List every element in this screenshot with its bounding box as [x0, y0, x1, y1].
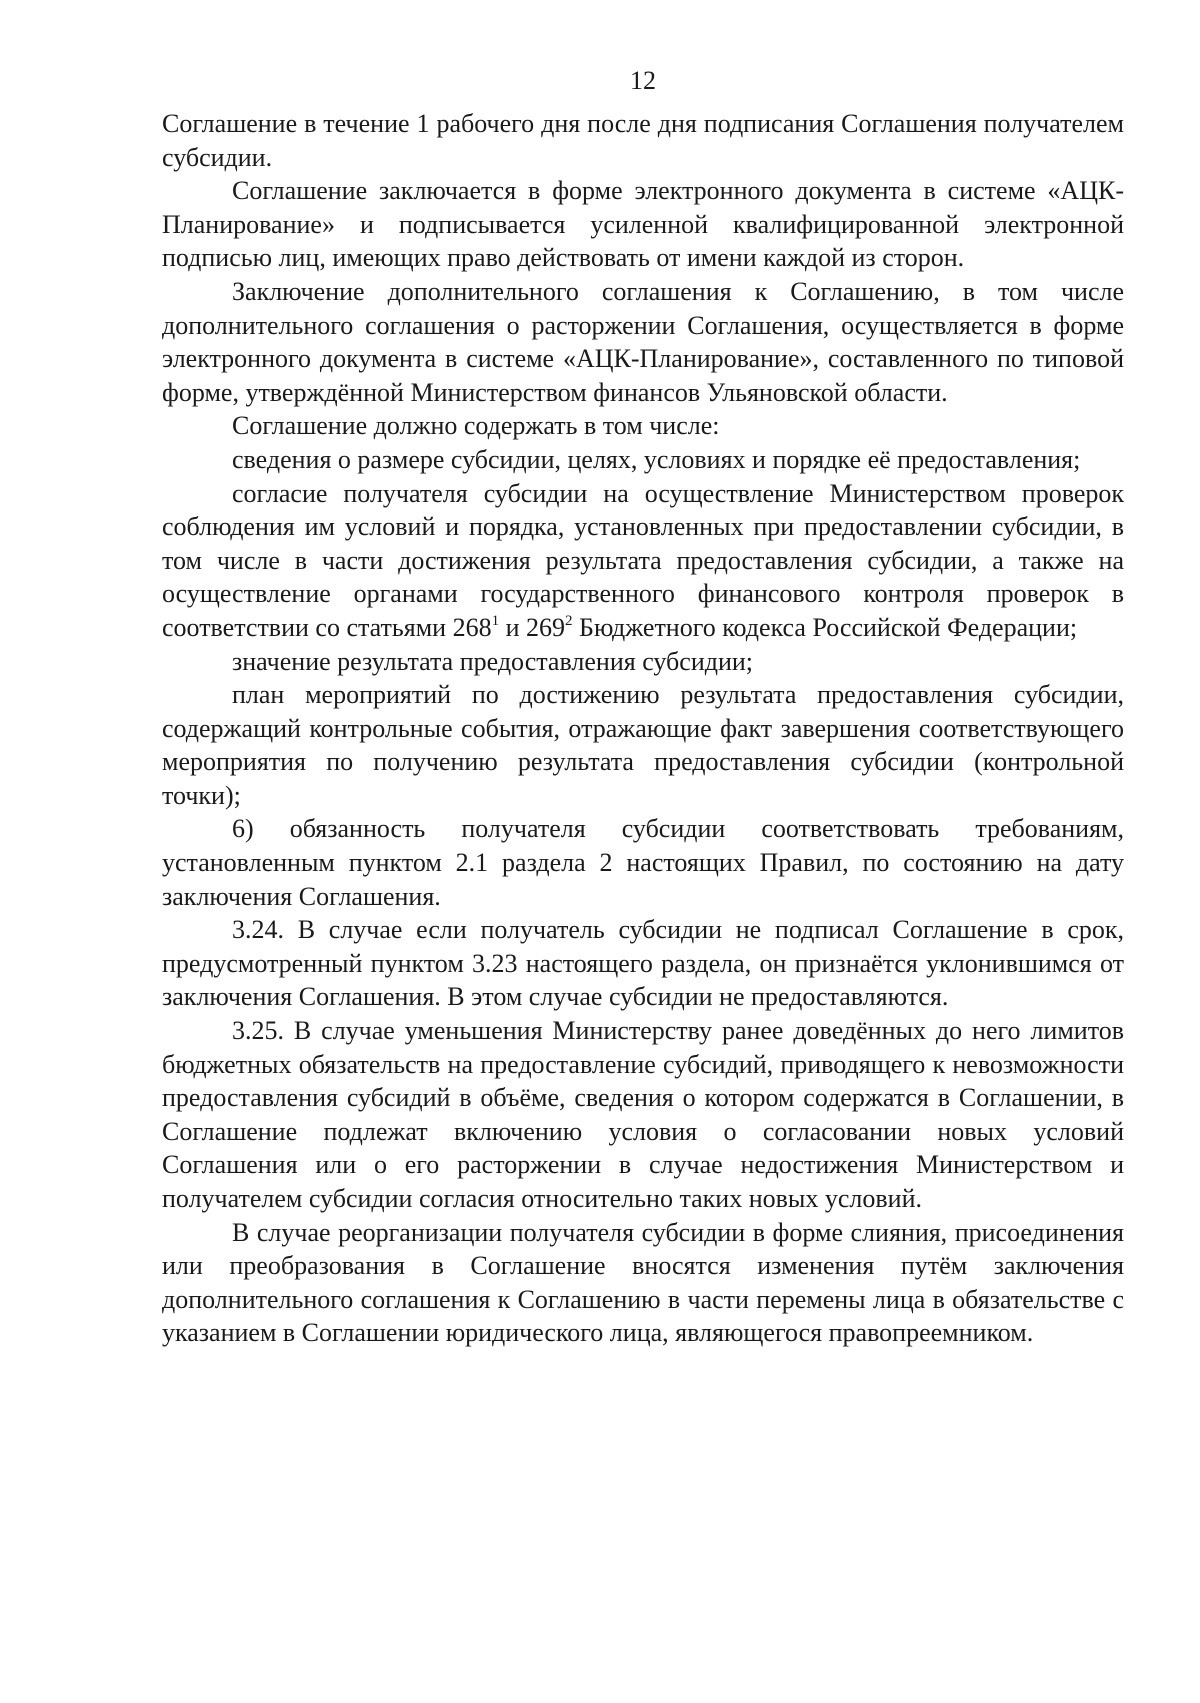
paragraph-clause-3-24: 3.24. В случае если получатель субсидии не подписал Соглашение в срок, предусмотренный пунктом 3.23 настоящего раздела, он признаётся уклонившимся от заключения Соглашения. В этом случае субсидии не предоставляются. — [162, 915, 1124, 1012]
list-item-subsidy-info: сведения о размере субсидии, целях, условиях и порядке её предоставления; — [232, 444, 1081, 474]
page-number: 12 — [630, 66, 656, 95]
consent-text-part-3: Бюджетного кодекса Российской Федерации; — [572, 612, 1078, 642]
consent-text-part-2: и 269 — [499, 612, 566, 642]
consent-text-part-1: согласие получателя субсидии на осуществление Министерством проверок соблюдения им условий и порядка, установленных при предоставлении субсидии, в том числе в части достижения результата предоставления субсидии, а также на осуществление органами государственного финансового контроля проверок в соответствии со статьями 268 — [162, 478, 1124, 642]
list-item-obligation-6: 6) обязанность получателя субсидии соответствовать требованиям, установленным пунктом 2.1 раздела 2 настоящих Правил, по состоянию на дату заключения Соглашения. — [162, 814, 1124, 911]
list-item-result-value: значение результата предоставления субсидии; — [232, 646, 754, 676]
footnote-superscript-1: 1 — [491, 612, 500, 629]
document-page — [162, 64, 1124, 1350]
list-item-consent-inspections — [162, 477, 1124, 645]
paragraph-electronic-form: Соглашение заключается в форме электронного документа в системе «АЦК-Планирование» и подписывается усиленной квалифицированной электронной подписью лиц, имеющих право действовать от имени каждой из сторон. — [162, 176, 1124, 273]
paragraph-agreement-contents-intro: Соглашение должно содержать в том числе: — [232, 411, 720, 441]
paragraph-reorganization: В случае реорганизации получателя субсидии в форме слияния, присоединения или преобразования в Соглашение вносятся изменения путём заключения дополнительного соглашения к Соглашению в части перемены лица в обязательстве с указанием в Соглашении юридического лица, являющегося правопреемником. — [162, 1217, 1124, 1348]
paragraph-agreement-signing-term: Соглашение в течение 1 рабочего дня после дня подписания Соглашения получателем субсидии. — [162, 109, 1124, 172]
paragraph-additional-agreement: Заключение дополнительного соглашения к Соглашению, в том числе дополнительного соглашения о расторжении Соглашения, осуществляется в форме электронного документа в системе «АЦК-Планирование», составленного по типовой форме, утверждённой Министерством финансов Ульяновской области. — [162, 276, 1124, 407]
paragraph-clause-3-25: 3.25. В случае уменьшения Министерству ранее доведённых до него лимитов бюджетных обязательств на предоставление субсидий, приводящего к невозможности предоставления субсидий в объёме, сведения о котором содержатся в Соглашении, в Соглашение подлежат включению условия о согласовании новых условий Соглашения или о его расторжении в случае недостижения Министерством и получателем субсидии согласия относительно таких новых условий. — [162, 1016, 1124, 1213]
footnote-superscript-2: 2 — [565, 612, 573, 629]
list-item-action-plan: план мероприятий по достижению результата предоставления субсидии, содержащий контрольные события, отражающие факт завершения соответствующего мероприятия по получению результата предоставления субсидии (контрольной точки); — [162, 680, 1124, 810]
